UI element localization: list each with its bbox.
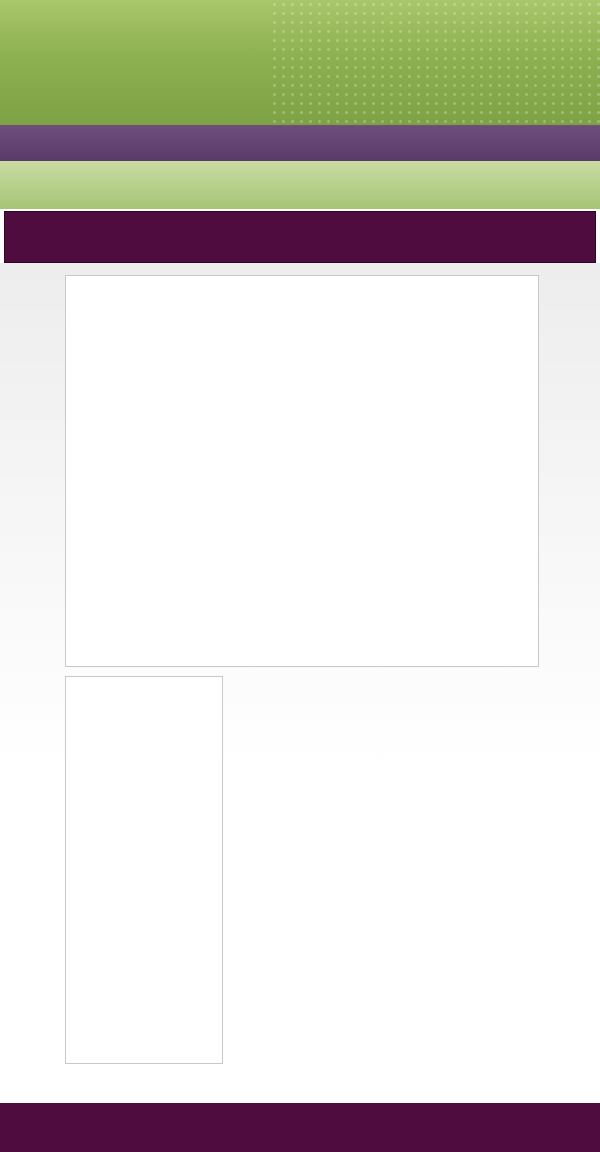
header-banner	[0, 0, 600, 125]
footer-bar	[0, 1103, 600, 1152]
nav-strip	[0, 125, 600, 161]
subject-bar	[4, 211, 596, 263]
banner-answer-sheet-pattern	[270, 0, 600, 125]
answer-tables-bottom	[65, 676, 223, 1064]
answer-tables-top	[65, 275, 539, 667]
answer-key-title	[0, 161, 600, 209]
